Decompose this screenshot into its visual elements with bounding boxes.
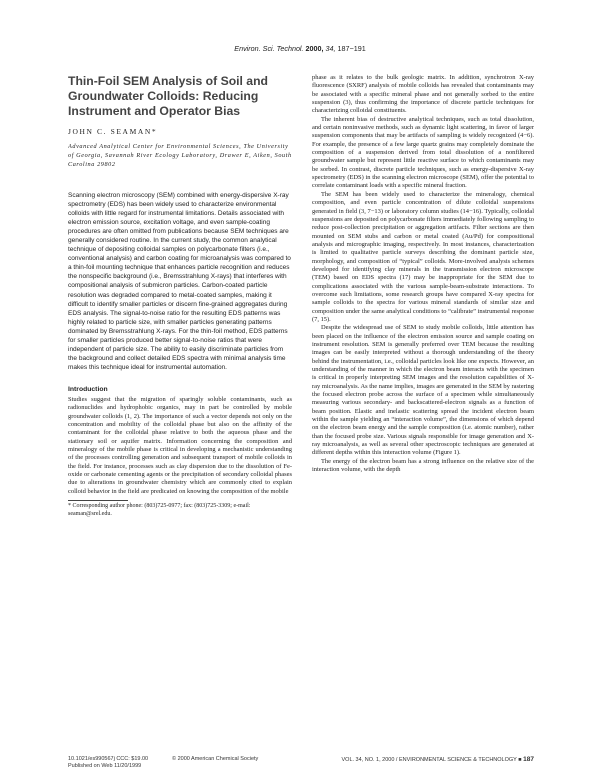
author-affiliation: Advanced Analytical Center for Environmental Sciences, The University of Georgia, Savannah River Ecology Laboratory, Drawer E, Aiken, South Carolina 29802 [68,143,292,168]
journal-pages: 187−191 [337,44,366,53]
footnote-divider [68,500,128,501]
right-paragraph: The inherent bias of destructive analytical techniques, such as total dissolution, and certain noninvasive methods, such as dynamic light scattering, in favor of larger suspension components that may be artifacts of sampling is widely recognized (4−6). For example, the presence of a few large quartz grains may completely dominate the composition of a suspension derived from total dissolution of a nonfiltered groundwater sample but represent little reactive surface to which contaminants may be sorbed. In contrast, discrete particle techniques, such as energy-dispersive X-ray spectrometry (EDS) in the scanning electron microscope (SEM), offer the potential to correlate contaminant loads with a specific mineral fraction. [312,115,534,190]
footer-issue: VOL. 34, NO. 1, 2000 / ENVIRONMENTAL SCIENCE & TECHNOLOGY [341,757,517,763]
right-column [312,74,534,475]
journal-year: 2000, [305,44,324,53]
article-author: JOHN C. SEAMAN* [68,127,158,136]
introduction-text: Studies suggest that the migration of sparingly soluble contaminants, such as radionuclides and hydrophobic organics, may in part be controlled by mobile groundwater colloids (1, 2). The importance of such a vector depends not only on the concentration and mobility of the colloidal phase but also on the affinity of the contaminant for the colloidal phase relative to both the aqueous phase and the stationary soil or aquifer matrix. Information concerning the composition and mineralogy of the mobile phase is critical in developing a mechanistic understanding of the processes controlling generation and subsequent transport of mobile colloids in the field. For instance, processes such as clay dispersion due to the dissolution of Fe-oxide or carbonate cementing agents or the precipitation of secondary colloidal phases due to alterations in groundwater chemistry which are commonly cited to explain colloid behavior in the field are predicated on knowing the composition of the mobile [68,395,292,495]
journal-reference [0,44,600,53]
footer-copyright: © 2000 American Chemical Society [172,756,259,762]
left-column [68,74,292,518]
abstract: Scanning electron microscopy (SEM) combined with energy-dispersive X-ray spectrometry (EDS) has been widely used to characterize environmental colloids with little regard for instrumental limitations. Details associated with electron emission source, excitation voltage, and even sample-coating procedures are often omitted from publications because SEM techniques are generally considered routine. In the current study, the common analytical technique of depositing colloidal samples on polycarbonate filters (i.e., conventional analysis) and carbon coating for microanalysis was compared to a thin-foil mounting technique that enhances particle recognition and reduces the nonspecific background (i.e., Bremsstrahlung X-rays) that interferes with compositional analysis of submicron particles. Carbon-coated particle resolution was degraded compared to metal-coated samples, making it difficult to identify smaller particles or discern fine-grained aggregates during EDS analysis. The signal-to-noise ratio for the resulting EDS patterns was highly related to particle size, with smaller particles generating patterns dominated by Bremsstrahlung X-rays. For the thin-foil method, EDS patterns for smaller particles produced better signal-to-noise ratios that were independent of particle size. The ability to easily discriminate particles from the background and collect detailed EDS spectra with minimal analysis time makes this technique ideal for instrumental automation. [68,192,291,371]
article-title: Thin-Foil SEM Analysis of Soil and Groundwater Colloids: Reducing Instrument and Operator Bias [68,74,268,118]
footer-doi: 10.1021/es990567j CCC: $19.00 [68,756,149,762]
right-paragraph: The energy of the electron beam has a strong influence on the relative size of the interaction volume, with the depth [312,457,534,474]
footer-published-date: Published on Web 11/20/1999 [68,762,142,769]
right-paragraph: Despite the widespread use of SEM to study mobile colloids, little attention has been placed on the influence of the electron emission source and sample coating on instrument resolution. SEM is generally preferred over TEM because the resulting images can be easily interpreted without a thorough understanding of the theory behind the instrumentation, i.e., colloidal particles look like one expects. However, an understanding of the manner in which the electron beam interacts with the specimen is critical in properly interpreting SEM images and the resolution capabilities of X-ray microanalysis. As the name implies, images are generated in the SEM by rastering the focused electron probe across the surface of a specimen while simultaneously measuring various secondary- and backscattered-electron signals as a function of beam position. Elastic and inelastic scattering spread the incident electron beam within the sample yielding an “interaction volume”, the dimensions of which depend on the electron beam energy and the sample composition (i.e. atomic number), rather than the focused probe size. Various signals responsible for image generation and X-ray microanalysis, as well as several other spectroscopic techniques are generated at different depths within this interaction volume (Figure 1). [312,324,534,457]
journal-name: Environ. Sci. Technol. [234,44,304,53]
footer-issue-info: VOL. 34, NO. 1, 2000 / ENVIRONMENTAL SCIENCE & TECHNOLOGY ■ 187 [341,756,534,763]
right-paragraph-continuation: phase as it relates to the bulk geologic matrix. In addition, synchrotron X-ray fluorescence (SXRF) analysis of mobile colloids has revealed that contaminants may be associated with a specific mineral phase and not generally sorbed to the entire suspension (3), thus confirming the importance of discrete particle techniques for characterizing colloidal constituents. [312,74,534,115]
journal-volume: 34, [325,44,336,53]
introduction-heading: Introduction [68,385,108,393]
right-paragraph: The SEM has been widely used to characterize the mineralogy, chemical composition, and even particle concentration of dilute colloidal suspensions generated in field (3, 7−13) or laboratory column studies (14−16). Typically, colloidal suspensions are deposited on polycarbonate filters immediately following sampling to reduce post-collection precipitation or aggregation artifacts. Filter sections are then mounted on SEM stubs and carbon or metal coated (Au/Pd) for compositional analysis and micrographic imaging, respectively. In most instances, characterization is limited to qualitative particle surveys describing the dominant particle size, morphology, and composition of “typical” colloids. More-involved analysis schemes developed for identifying clay minerals in the transmission electron microscope (TEM) based on EDS spectra (17) may be inappropriate for the SEM due to complications associated with the various sample-beam-substrate interactions. To overcome such limitations, some research groups have compared X-ray spectra for sample colloids to the spectra for various mineral standards of similar size and composition under the same analytical conditions to “calibrate” instrumental response (7, 15). [312,190,534,323]
corresponding-author-footnote: * Corresponding author phone: (803)725-0977; fax: (803)725-3309; e-mail: seaman@srel.edu. [68,503,251,517]
footer-page-number: 187 [523,756,534,763]
